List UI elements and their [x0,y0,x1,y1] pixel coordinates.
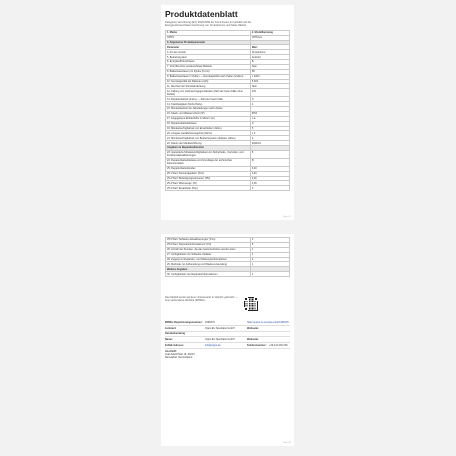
website2-label: Webseite: [247,338,259,342]
eprel-label: EPREL-Registrierungsnummer: [165,320,203,324]
parameter-label: 6. Energieeffizienzklasse [166,60,251,65]
parameter-value: 270 [250,89,289,97]
table-row [166,158,290,166]
parameter-label: 12. Fallung von Gebrauchsgegenständen (Zahl der freien Fälle ohne Defekt) [166,89,251,97]
parameter-label: 26. Anzahl der Stunden, die das Gerät betrieben werden kann [166,247,251,252]
parameter-value: 5 [250,242,289,247]
parameter-value: B [250,158,289,166]
customer-service-label: Kundenberatung [165,332,185,336]
table-row [166,150,290,158]
datasheet-page-2 [161,234,294,446]
regulation-intro: Delegierte Verordnung (EU) 2023/1669 der Kommission im Hinblick auf die Energieverbrauchskennzeichnung von Smartphones und Slate-Tablets [165,21,252,28]
parameter-label: 25.6 Wert 'Reparaturinformationen' (Pri) [166,242,251,247]
parameter-value: 3 [250,186,289,191]
phone-value: +49 211 000 000 [269,343,288,347]
parameter-label: 20. Längste Gewährleistungsfrist (Jahre) [166,131,251,136]
parameter-value: Nein [250,84,289,89]
parameter-table [165,30,290,191]
parameter-value: Wert [250,45,289,50]
parameter-value: 2024/01 [250,141,289,146]
parameter-value: IP54 [250,111,289,116]
parameter-label: 25.2 Wert 'Befestigungselemente' (Pfs) [166,176,251,181]
parameter-label: 8. Batterieausdauer pro Zyklus (h:min) [166,69,251,74]
parameter-value: 1 [250,252,289,257]
eprel-value: 1996475 [205,320,215,324]
eprel-note: Das Modell wurde auf dem Unionsmarkt in Verkehr gebracht — eine verbundene Website (EPREL) [165,296,238,303]
parameter-label: 18. Reparierbarkeitsklasse [166,121,251,126]
parameter-label: 24. Reparierbarkeitsklasse und Grundlage der technischen Dokumentation [166,158,251,166]
parameter-label: 11. Wechsel der Schutzabdeckung [166,84,251,89]
parameter-value: 4 [250,102,289,107]
parameter-label: 19. Mindestverfügbarkeit von Ersatzteilen (Jahre) [166,126,251,131]
name-label: Name: [165,338,173,342]
parameter-value: 3 [250,238,289,243]
parameter-label: 29. Methode zur Aufbereitung und Wiederverwendung [166,262,251,267]
parameter-label: 7. Vom Benutzer austauschbare Batterie [166,64,251,69]
parameter-value: 58 [250,69,289,74]
parameter-value: CPH2xxx [250,35,289,40]
eprel-link[interactable]: https://eprel.ec.europa.eu/qr/1996475 [247,320,289,324]
parameter-label: 15. Mindestlaufzeit der Akkuladungen nach Zyklen [166,107,251,112]
email-label: E-Mail-Adresse: [165,343,184,347]
parameter-value: 5 [250,126,289,131]
parameter-value: B [250,60,289,65]
parameter-value: 2 [250,136,289,141]
parameter-value: 1 [250,272,289,277]
parameter-label: 23. Garantierte Mindestverfügbarkeit von Sicherheits-, Korrektur- und Funktionsaktualisierungen [166,150,251,158]
parameter-value: 5.000 [250,79,289,84]
parameter-label: 30. Verfügbarkeit von Reparaturinformationen [166,272,251,277]
parameter-value: 4,05 [250,181,289,186]
page-number: Seite 1/2 [283,216,291,218]
parameter-value: ≥ 1000 [250,74,289,79]
parameter-value: C [250,121,289,126]
parameter-label: OPPO [166,35,251,40]
page-number: Seite 2/2 [283,442,291,444]
parameter-value: 5 [250,150,289,158]
parameter-label: Weitere Angaben [166,267,251,272]
parameter-table-continued [165,237,290,277]
parameter-value: Nein [250,64,289,69]
parameter-value: n.a. [250,116,289,121]
parameter-value: Smartphone [250,50,289,55]
email-link[interactable]: info@oppo.de [205,343,221,347]
parameter-label: 13. Reparierbarkeit (Index) — Zahl der freien Fälle [166,97,251,102]
parameter-label: 1. Marke [166,30,251,35]
parameter-label: 22. Datum der Markteinführung [166,141,251,146]
parameter-label: 17. Angegebene Einbauhöhe in Metern (m) [166,116,251,121]
parameter-label: 10. Nennkapazität der Batterie (mAh) [166,79,251,84]
parameter-label: Angaben zu Reparaturdiensten [166,146,251,151]
parameter-label: 14. Kratzfestigkeit (Mohs-Härte) [166,102,251,107]
datasheet-page-1 [161,5,294,220]
page-title: Produktdatenblatt [165,9,238,19]
parameter-label: 27. Verfügbarkeit von Software-Updates [166,252,251,257]
qr-code-icon[interactable] [244,297,258,311]
parameter-label: 25. Reparierbarkeitsindex [166,166,251,171]
parameter-value: 4,00 [250,176,289,181]
supplier-label: Lieferant: [165,326,177,330]
parameter-value: 3,40 [250,166,289,171]
supplier-value: Oppo EU Spezialist GmbH [205,326,235,330]
parameter-value: Android [250,55,289,60]
parameter-value: 2. Modellkennung [250,30,289,35]
parameter-value: 1 [250,247,289,252]
parameter-label: 25.1 Wert 'Demontagetiefe' (Pcd) [166,171,251,176]
name-value: Oppo EU Spezialist GmbH [205,338,235,342]
table-row [166,272,290,277]
parameter-value: 1 [250,262,289,267]
address-label: Anschrift: [165,349,177,353]
parameter-value: C [250,97,289,102]
website-label: Webseite: [247,326,259,330]
parameter-label: 9. Batterieausdauer in Zyklen — Nennkapazität nach Zyklen (Zyklen) [166,74,251,79]
parameter-value: 2 [250,257,289,262]
parameter-label: 25.3 Wert 'Werkzeuge' (Pt) [166,181,251,186]
parameter-label: 5. Betriebssystem [166,55,251,60]
supplier-contact-block [165,320,290,360]
parameter-value: ≥ 3 [250,131,289,136]
parameter-label: 21. Mindestverfügbarkeit von Betriebssystem-Updates (Jahre) [166,136,251,141]
parameter-label: Parameter [166,45,251,50]
parameter-label: 16. Staub- und Wasserschutz (IP) [166,111,251,116]
phone-label: Telefonnummer: [247,343,267,347]
parameter-label: 25.5 Wert 'Software-Aktualisierungen' (Psu) [166,238,251,243]
parameter-label: 25.4 Wert 'Ersatzteile' (Psp) [166,186,251,191]
parameter-label: 3. Allgemeine Produktparameter [166,40,251,45]
table-row [166,186,290,191]
parameter-label: 28. Zugang zu Reparatur- und Wartungsinformationen [166,257,251,262]
table-row [166,89,290,97]
address-value: Graf-Adolf-Platz 15, 40213 Düsseldorf, Deutschland [165,353,195,360]
parameter-label: 4. Art des Geräts [166,50,251,55]
parameter-value: 3,40 [250,171,289,176]
